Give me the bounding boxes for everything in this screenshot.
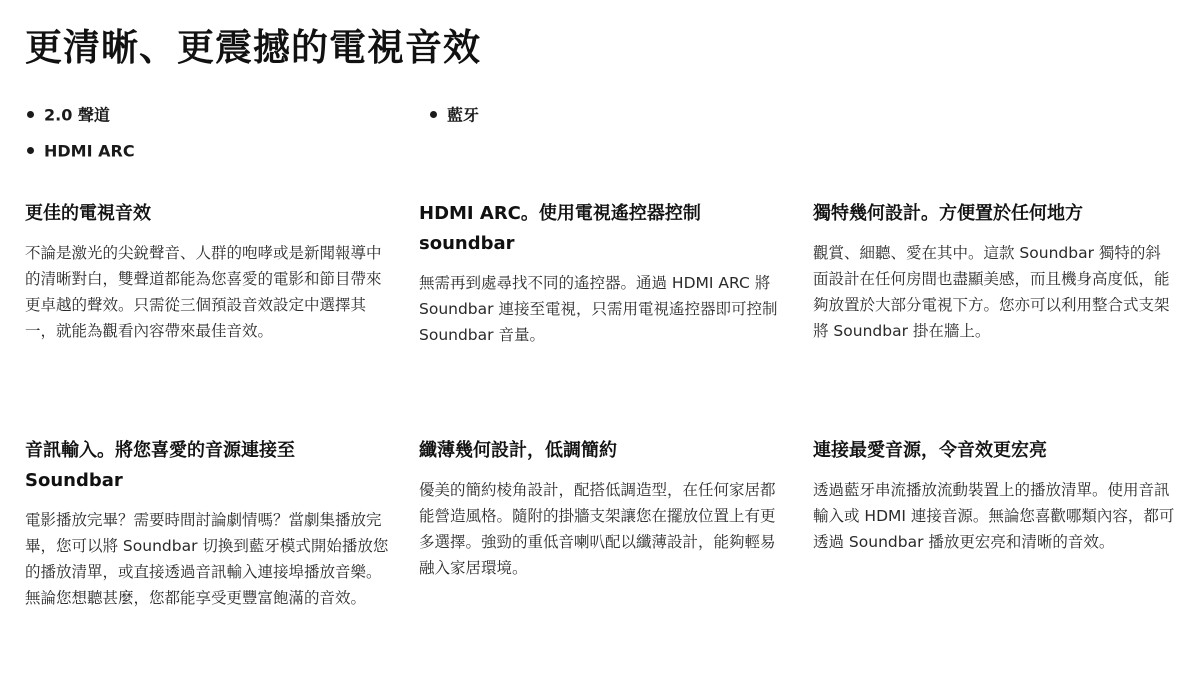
bullet-icon <box>27 111 34 118</box>
feature-item-stereo <box>25 100 110 131</box>
feature-label: HDMI ARC <box>44 141 135 161</box>
card-title: HDMI ARC。使用電視遙控器控制 soundbar <box>419 203 701 254</box>
feature-item-bluetooth <box>428 100 479 131</box>
feature-card-tv-sound <box>25 199 390 344</box>
card-body: 優美的簡約棱角設計，配搭低調造型，在任何家居都能營造風格。隨附的掛牆支架讓您在擺放位置上有更多選擇。強勁的重低音喇叭配以纖薄設計，能夠輕易融入家居環境。 <box>419 481 776 577</box>
card-body: 電影播放完畢？需要時間討論劇情嗎？當劇集播放完畢，您可以將 Soundbar 切換到藍牙模式開始播放您的播放清單，或直接透過音訊輸入連接埠播放音樂。無論您想聽甚麼，您都能享受更豐富飽滿的音效。 <box>25 511 389 607</box>
page-title: 更清晰、更震撼的電視音效 <box>25 26 481 69</box>
card-body: 無需再到處尋找不同的遙控器。通過 HDMI ARC 將 Soundbar 連接至電視，只需用電視遙控器即可控制 Soundbar 音量。 <box>419 274 778 344</box>
card-body: 觀賞、細聽、愛在其中。這款 Soundbar 獨特的斜面設計在任何房間也盡顯美感，而且機身高度低，能夠放置於大部分電視下方。您亦可以利用整合式支架將 Soundbar 掛在牆上。 <box>813 244 1170 340</box>
feature-label: 藍牙 <box>447 105 480 125</box>
feature-card-slim-design <box>419 436 781 581</box>
card-title: 獨特幾何設計。方便置於任何地方 <box>813 203 1083 224</box>
feature-card-audio-input <box>25 436 390 611</box>
feature-card-connect-sources <box>813 436 1175 555</box>
card-body: 不論是激光的尖銳聲音、人群的咆哮或是新聞報導中的清晰對白，雙聲道都能為您喜愛的電影和節目帶來更卓越的聲效。只需從三個預設音效設定中選擇其一，就能為觀看內容帶來最佳音效。 <box>25 244 382 340</box>
card-title: 纖薄幾何設計，低調簡約 <box>419 440 617 461</box>
feature-label: 2.0 聲道 <box>44 105 110 125</box>
feature-card-hdmi-arc <box>419 199 781 348</box>
card-title: 更佳的電視音效 <box>25 203 151 224</box>
card-title: 音訊輸入。將您喜愛的音源連接至 Soundbar <box>25 440 295 491</box>
card-body: 透過藍牙串流播放流動裝置上的播放清單。使用音訊輸入或 HDMI 連接音源。無論您喜歡哪類內容，都可透過 Soundbar 播放更宏亮和清晰的音效。 <box>813 481 1175 551</box>
feature-card-geometric-design <box>813 199 1175 344</box>
bullet-icon <box>27 147 34 154</box>
bullet-icon <box>430 111 437 118</box>
feature-item-hdmi-arc <box>25 136 135 167</box>
card-title: 連接最愛音源，令音效更宏亮 <box>813 440 1047 461</box>
